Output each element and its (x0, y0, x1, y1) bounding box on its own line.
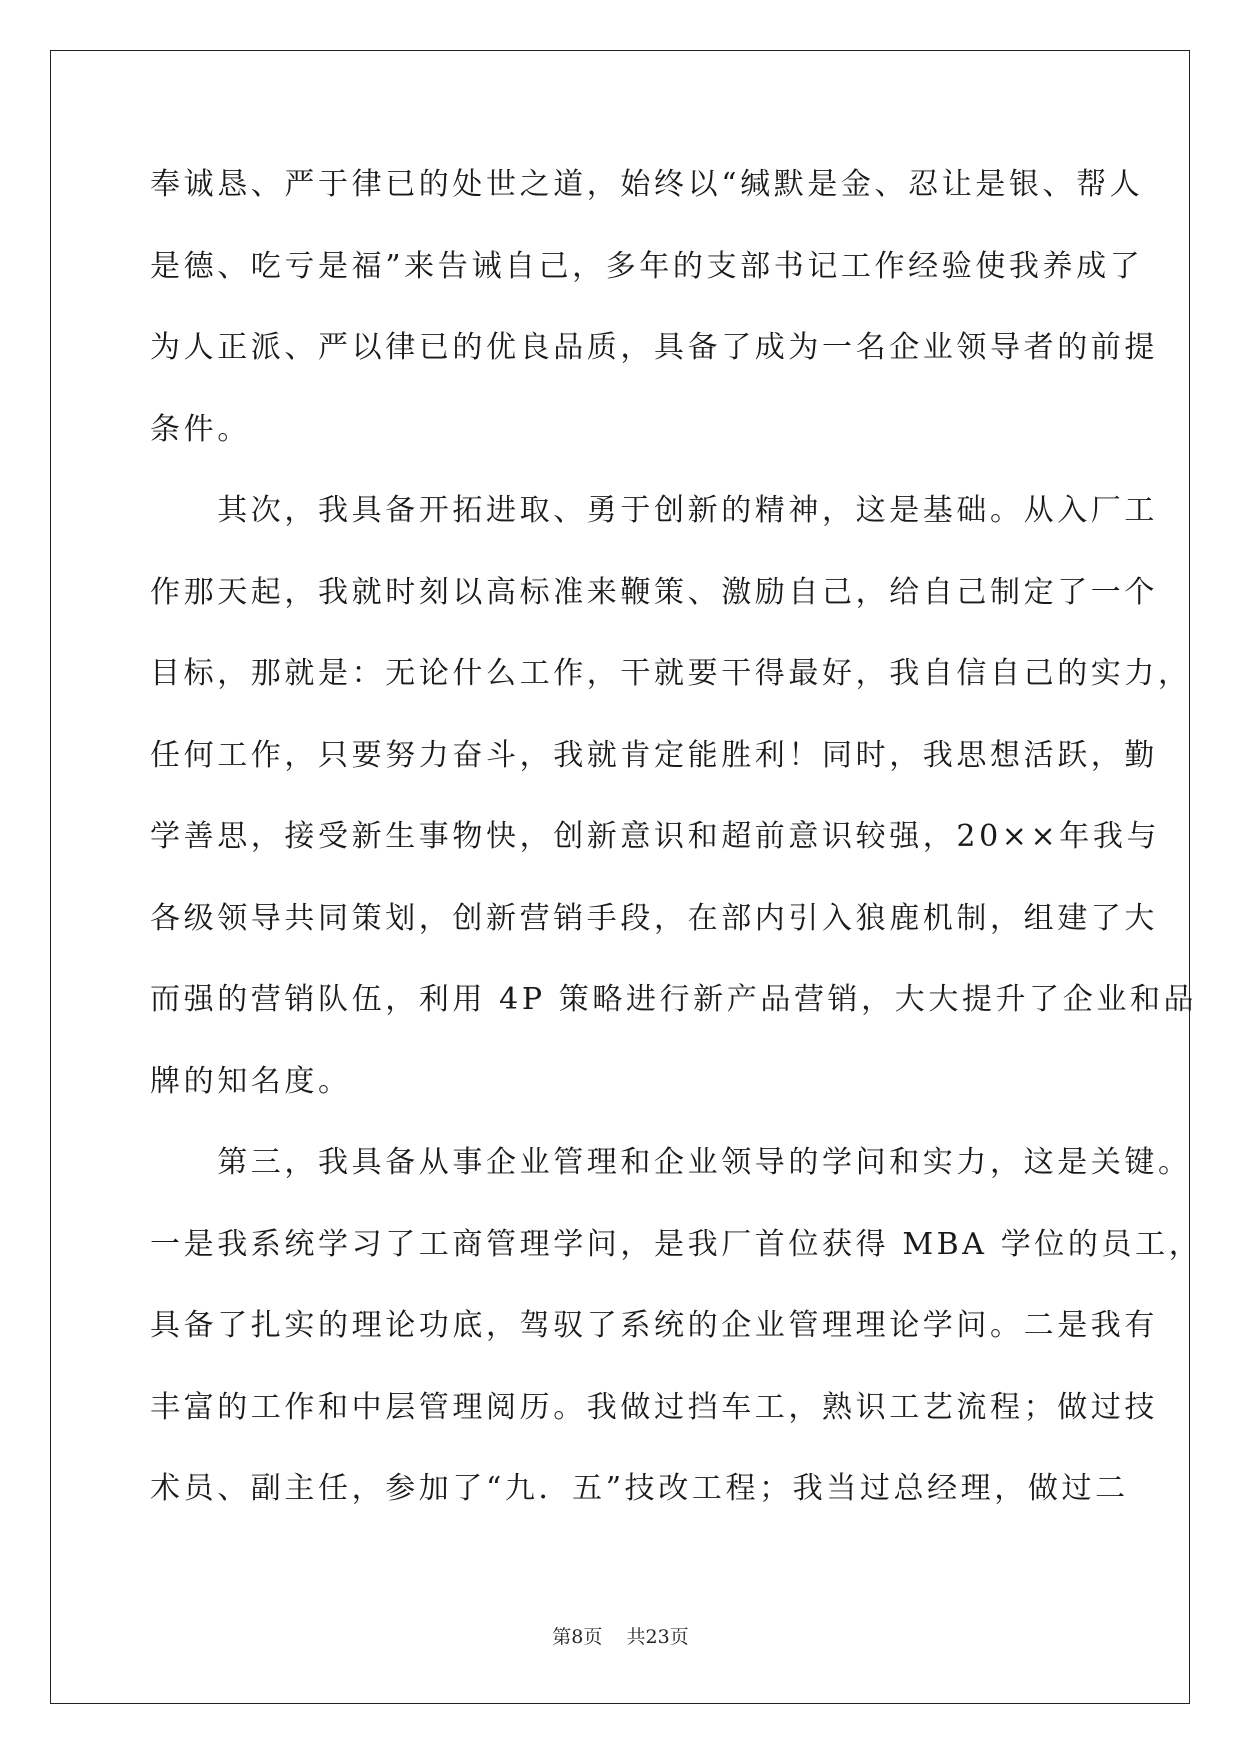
text-line: 条件。 (150, 411, 251, 447)
text-line: 作那天起，我就时刻以高标准来鞭策、激励自己，给自己制定了一个 (150, 574, 1158, 610)
text-line: 其次，我具备开拓进取、勇于创新的精神，这是基础。从入厂工 (150, 493, 1158, 528)
text-line: 一是我系统学习了工商管理学问，是我厂首位获得 MBA 学位的员工， (150, 1226, 1203, 1262)
text-line: 丰富的工作和中层管理阅历。我做过挡车工，熟识工艺流程；做过技 (150, 1389, 1158, 1425)
body-text (150, 160, 1203, 1546)
page-footer (0, 1622, 1241, 1649)
page-number: 8 (571, 1626, 584, 1648)
text-line: 第三，我具备从事企业管理和企业领导的学问和实力，这是关键。 (150, 1145, 1192, 1180)
text-line: 学善思，接受新生事物快，创新意识和超前意识较强，20××年我与 (150, 819, 1161, 854)
total-prefix: 共 (626, 1626, 646, 1648)
total-suffix: 页 (669, 1626, 689, 1648)
text-line: 各级领导共同策划，创新营销手段，在部内引入狼鹿机制，组建了大 (150, 900, 1158, 936)
text-line: 而强的营销队伍，利用 4P 策略进行新产品营销，大大提升了企业和品 (150, 982, 1198, 1017)
text-line: 牌的知名度。 (150, 1063, 352, 1099)
text-line: 奉诚恳、严于律已的处世之道，始终以“缄默是金、忍让是银、帮人 (150, 167, 1144, 202)
text-line: 为人正派、严以律已的优良品质，具备了成为一名企业领导者的前提 (150, 330, 1158, 365)
page-suffix: 页 (583, 1626, 603, 1648)
total-pages: 23 (645, 1626, 670, 1648)
text-line: 具备了扎实的理论功底，驾驭了系统的企业管理理论学问。二是我有 (150, 1308, 1158, 1343)
text-line: 任何工作，只要努力奋斗，我就肯定能胜利！同时，我思想活跃，勤 (150, 737, 1158, 773)
text-line: 是德、吃亏是福”来告诫自己，多年的支部书记工作经验使我养成了 (150, 248, 1144, 284)
page-prefix: 第 (552, 1626, 572, 1648)
text-line: 目标，那就是：无论什么工作，干就要干得最好，我自信自己的实力， (150, 656, 1192, 691)
text-line: 术员、副主任，参加了“九．五”技改工程；我当过总经理，做过二 (150, 1471, 1129, 1506)
